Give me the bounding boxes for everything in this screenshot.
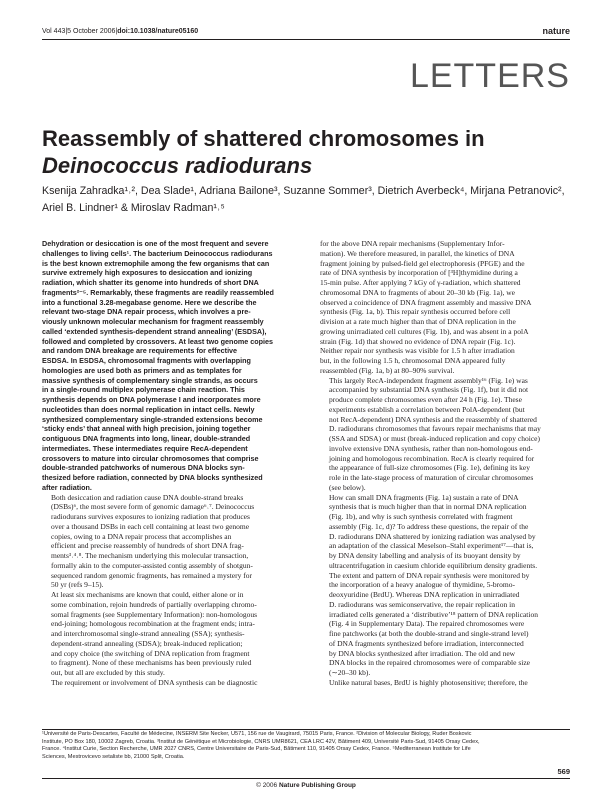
text-line: intermediates. These intermediates require RecA-dependent <box>42 443 248 453</box>
text-line: followed and completed by crossovers. At least two genome copies <box>42 336 273 346</box>
text-line: sequenced random genomic fragments, has remained a mystery for <box>51 570 252 580</box>
text-line: radiation, which shatter its genome into hundreds of short DNA <box>42 278 259 287</box>
affiliations <box>42 731 570 761</box>
authors-line-2: Ariel B. Lindner¹ & Miroslav Radman¹˒⁵ <box>42 202 225 214</box>
text-line: involve extensive DNA synthesis, rather than non-homologous end- <box>329 443 533 453</box>
text-line: strain (Fig. 1d) that showed no evidence of DNA repair (Fig. 1c). <box>320 336 516 346</box>
text-line: Unlike natural bases, BrdU is highly photosensitive; therefore, the <box>329 677 528 687</box>
text-line: DNA blocks in the repaired chromosomes were of comparable size <box>329 658 530 668</box>
text-line: (DSBs)⁶, the most severe form of genomic damage⁶˒⁷. Deinococcus <box>51 502 255 512</box>
text-line: into a functional 3.28-megabase genome. Here we describe the <box>42 297 257 307</box>
right-column <box>320 239 570 688</box>
text-line: after radiation. <box>42 482 92 492</box>
text-line: massive synthesis of complementary single strands, as occurs <box>42 375 258 385</box>
page-number: 569 <box>557 767 570 776</box>
text-line: (Fig. 1b), and why is such synthesis correlated with fragment <box>329 512 513 521</box>
text-line: synthesis depends on DNA polymerase I and incorporates more <box>42 395 261 404</box>
text-line: The requirement or involvement of DNA synthesis can be diagnostic <box>51 677 258 687</box>
text-line: of DNA fragments synthesized before irradiation, interconnected <box>329 638 524 648</box>
title-line-2: Deinococcus radiodurans <box>42 153 313 178</box>
text-line: Dehydration or desiccation is one of the most frequent and severe <box>42 239 269 248</box>
text-line: ¹Université de Paris-Descartes, Faculté de Médecine, INSERM Site Necker, U571, 156 rue de Vaugirard, 75015 Paris, France. ²Division of Molecular Biology, Ruder Boskovic <box>42 731 472 737</box>
text-line: fragments²⁻⁵. Remarkably, these fragments are readily reassembled <box>42 287 274 297</box>
text-line: called ‘extended synthesis-dependent strand annealing’ (ESDSA), <box>42 326 267 336</box>
copyright <box>0 782 612 789</box>
text-line: not RecA-dependent) DNA synthesis and the reassembly of shattered <box>329 414 537 424</box>
text-line: by DNA density labelling and analysis of its buoyant density by <box>329 551 521 560</box>
text-line: irradiated cells generated a ‘distributive’¹⁸ pattern of DNA replication <box>329 609 538 619</box>
text-line: Institute, PO Box 180, 10002 Zagreb, Croatia. ³Institut de Génétique et Microbiologie, CNRS UMR8621, CEA LRC 42V, Bâtiment 409, Université Paris-Sud, 91405 Orsay Cedex, <box>42 738 480 745</box>
text-line: Sciences, Mestrovicevo setaliste bb, 21000 Split, Croatia. <box>42 753 185 760</box>
text-line: This largely RecA-independent fragment assembly¹⁶ (Fig. 1e) was <box>329 375 528 385</box>
text-line: thesized before radiation, connected by DNA blocks synthesized <box>42 473 263 482</box>
text-line: the appearance of full-size chromosomes (Fig. 1e), defining its key <box>329 463 530 473</box>
journal-logo: nature <box>542 26 570 36</box>
footer-divider <box>42 778 570 779</box>
title-line-1: Reassembly of shattered chromosomes in <box>42 126 485 151</box>
text-line: the incorporation of a heavy analogue of thymidine, 5-bromo- <box>329 580 515 590</box>
text-line: for the above DNA repair mechanisms (Supplementary Infor- <box>320 239 505 248</box>
text-line: experiments establish a correlation between PolA-dependent (but <box>329 404 525 414</box>
text-line: radiodurans survives exposures to ionizing radiation that produces <box>51 512 250 521</box>
text-line: reassembled (Fig. 1a, b) at 80–90% survival. <box>320 365 455 375</box>
text-line: and interchromosomal single-strand annealing (SSA); synthesis- <box>51 629 245 638</box>
text-line: growing unirradiated cell cultures (Fig. 1b), and was absent in a polA <box>320 326 529 336</box>
doi: doi:10.1038/nature05160 <box>117 28 199 35</box>
text-line: but, in the following 1.5 h, chromosomal DNA appeared fully <box>320 356 506 365</box>
text-line: D. radiodurans DNA shattered by ionizing radiation was analysed by <box>329 531 536 541</box>
text-line: somal fragments (see Supplementary Information): non-homologous <box>51 609 257 619</box>
text-line: double-stranded patchworks of numerous DNA blocks syn- <box>42 463 245 473</box>
text-line: an adaptation of the classical Meselson–Stahl experiment¹⁷—that is, <box>329 541 534 551</box>
text-line: observed a coincidence of DNA fragment assembly and massive DNA <box>320 297 532 307</box>
text-line: nucleotides than does normal replication in intact cells. Newly <box>42 404 255 414</box>
text-line: relevant two-stage DNA repair process, which involves a pre- <box>42 307 251 317</box>
text-line: and copy choice (the switching of DNA replication from fragment <box>51 648 250 658</box>
header-divider <box>42 39 570 40</box>
text-line: rate of DNA synthesis by incorporation of [³H]thymidine during a <box>320 268 518 278</box>
copyright-text: © 2006 <box>256 782 279 789</box>
section-heading: LETTERS <box>409 57 570 95</box>
text-line: end-joining; homologous recombination at the fragment ends; intra- <box>51 619 255 629</box>
text-line: (see below). <box>329 482 366 492</box>
paragraph <box>42 678 292 688</box>
paragraph <box>42 493 292 591</box>
text-line: (Fig. 4 in Supplementary Data). The repaired chromosomes were <box>329 619 525 629</box>
text-line: (∼20–30 kb). <box>329 668 371 677</box>
text-line: (SSA and SDSA) or must (break-induced replication and copy choice) <box>329 434 540 443</box>
text-line: ments³˒⁴˒⁸. The mechanism underlying this molecular transaction, <box>51 551 249 560</box>
paragraph <box>320 493 570 678</box>
text-line: D. radiodurans chromosomes that favours repair mechanisms that may <box>329 424 541 434</box>
text-line: and random DNA breakage are requirements for effective <box>42 346 238 356</box>
text-line: D. radiodurans was semiconservative, the repair replication in <box>329 599 515 609</box>
text-line: dependent-strand annealing (SDSA); break-induced replication; <box>51 638 243 648</box>
text-line: At least six mechanisms are known that could, either alone or in <box>51 590 244 599</box>
paragraph <box>42 590 292 678</box>
text-line: ESDSA. In ESDSA, chromosomal fragments with overlapping <box>42 356 251 365</box>
paragraph <box>320 678 570 688</box>
text-line: viously unknown molecular mechanism for fragment reassembly <box>42 317 264 326</box>
text-line: Neither repair nor synthesis was visible for 1.5 h after irradiation <box>320 346 515 356</box>
text-line: contiguous DNA fragments into long, linear, double-stranded <box>42 434 251 443</box>
text-line: ‘sticky ends’ that anneal with high precision, joining together <box>42 424 251 434</box>
text-line: challenges to living cells¹. The bacterium Deinococcus radiodurans <box>42 248 273 258</box>
text-line: copies, owing to a DNA repair process that accomplishes an <box>51 531 232 541</box>
text-line: synthesis that is much higher than that in normal DNA replication <box>329 502 527 512</box>
text-line: by DNA blocks synthesized after irradiation. The old and new <box>329 648 516 658</box>
text-line: survive extremely high exposures to desiccation and ionizing <box>42 268 253 278</box>
text-line: 50 yr (refs 9–15). <box>51 580 104 590</box>
text-line: efficient and precise reassembly of hundreds of short DNA frag- <box>51 541 244 551</box>
running-header <box>42 28 198 35</box>
left-column <box>42 239 292 688</box>
text-line: formally akin to the computer-assisted contig assembly of shotgun- <box>51 560 253 570</box>
text-line: mation). We therefore measured, in parallel, the kinetics of DNA <box>320 248 515 258</box>
paragraph <box>320 376 570 493</box>
text-line: synthesis (Fig. 1a, b). This repair synthesis occurred before cell <box>320 307 511 317</box>
text-line: France. ⁴Institut Curie, Section Recherche, UMR 2027 CNRS, Centre Universitaire de Paris-Sud, Bâtiment 110, 91405 Orsay Cedex, France. ⁵Mediterranean Institute for Life <box>42 746 471 753</box>
text-line: accompanied by substantial DNA synthesis (Fig. 1f), but it did not <box>329 385 529 395</box>
text-line: 15-min pulse. After applying 7 kGy of γ-radiation, which shattered <box>320 278 521 287</box>
text-line: division at a rate much higher than that of DNA replication in the <box>320 317 516 326</box>
authors-line-1: Ksenija Zahradka¹˒², Dea Slade¹, Adriana Bailone³, Suzanne Sommer³, Dietrich Averbeck⁴, Mirjana Petranovic², <box>42 185 565 197</box>
text-line: to fragment). None of these mechanisms has been previously ruled <box>51 658 252 668</box>
text-line: deoxyuridine (BrdU). Whereas DNA replication in unirradiated <box>329 590 520 599</box>
article-title <box>42 125 570 179</box>
footnote-divider <box>42 729 570 730</box>
text-line: joining and homologous recombination. RecA is clearly required for <box>329 453 535 463</box>
text-line: assembly (Fig. 1c, d)? To address these questions, the repair of the <box>329 521 529 531</box>
text-line: The extent and pattern of DNA repair synthesis were monitored by <box>329 570 530 580</box>
text-line: crossovers to mature into circular chromosomes that comprise <box>42 453 259 463</box>
text-line: out, but all are excluded by this study. <box>51 668 165 677</box>
author-list <box>42 183 570 217</box>
text-line: homologies are used both as primers and as templates for <box>42 365 242 375</box>
text-line: fine patchworks (at both the double-strand and single-strand level) <box>329 629 529 638</box>
text-line: synthesized complementary single-stranded extensions become <box>42 414 263 424</box>
text-line: fragment joining by pulsed-field gel electrophoresis (PFGE) and the <box>320 258 525 268</box>
text-line: in a single-round multiplex polymerase chain reaction. This <box>42 385 245 395</box>
text-line: is the best known extremophile among the few organisms that can <box>42 258 270 268</box>
abstract <box>42 239 292 493</box>
text-line: over a thousand DSBs in each cell containing at least two genome <box>51 521 250 531</box>
text-line: How can small DNA fragments (Fig. 1a) sustain a rate of DNA <box>329 492 519 502</box>
text-line: some combination, rejoin hundreds of partially overlapping chromo- <box>51 599 257 609</box>
text-line: chromosomal DNA to fragments of about 20–30 kb (Fig. 1a), we <box>320 287 515 297</box>
text-line: produce complete chromosomes even after 24 h (Fig. 1e). These <box>329 395 522 404</box>
text-line: role in the late-stage process of maturation of circular chromosomes <box>329 473 534 482</box>
publisher: Nature Publishing Group <box>278 782 356 789</box>
paragraph <box>320 239 570 376</box>
text-line: Both desiccation and radiation cause DNA double-strand breaks <box>51 492 244 502</box>
text-line: ultracentrifugation in caesium chloride equilibrium density gradients. <box>329 560 538 570</box>
citation: Vol 443|5 October 2006| <box>42 28 118 35</box>
